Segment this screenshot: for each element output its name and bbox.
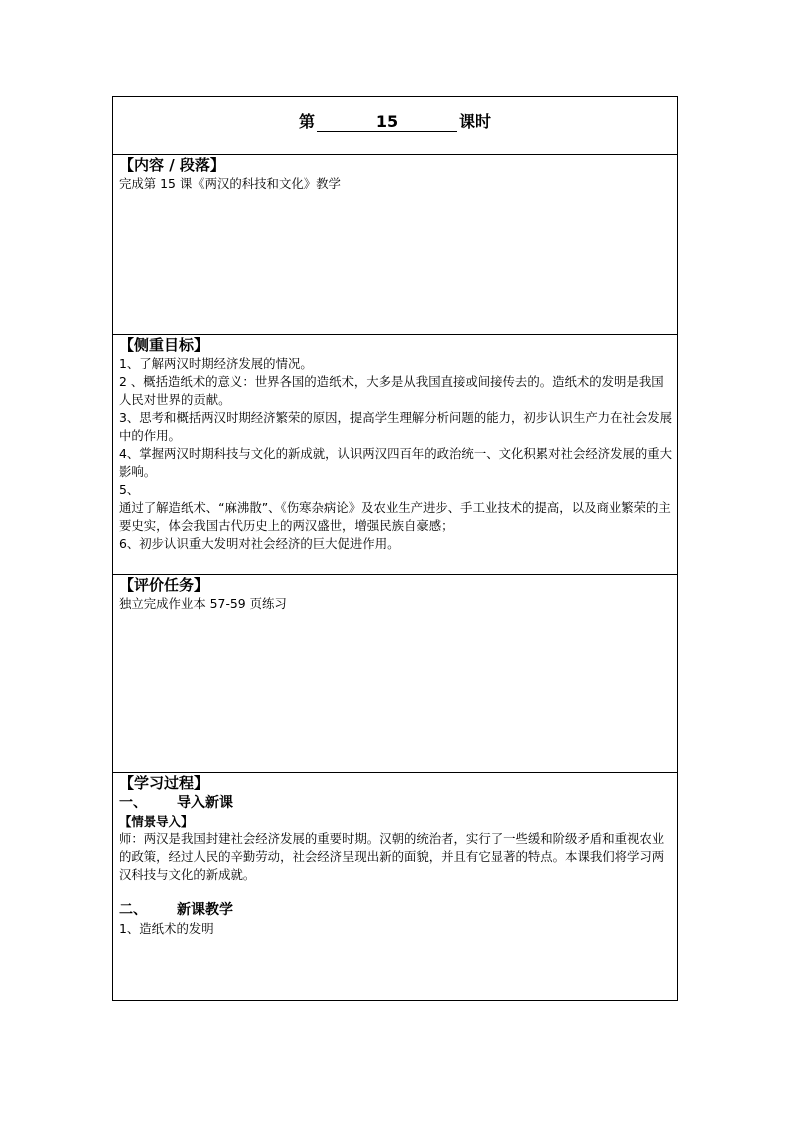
title-row (112, 96, 678, 154)
content-heading: 【内容 / 段落】 (119, 156, 225, 174)
section-1-number: 一、 (119, 795, 147, 811)
new-lesson-item: 1、造纸术的发明 (119, 921, 214, 936)
lesson-number: 15 (317, 113, 457, 132)
process-heading: 【学习过程】 (119, 774, 210, 792)
goal-item: 3、思考和概括两汉时期经济繁荣的原因，提高学生理解分析问题的能力，初步认识生产力在社会发展中的作用。 (119, 410, 673, 443)
content-text: 完成第 15 课《两汉的科技和文化》教学 (119, 176, 341, 191)
goal-item: 6、初步认识重大发明对社会经济的巨大促进作用。 (119, 536, 400, 551)
goal-item: 1、了解两汉时期经济发展的情况。 (119, 356, 313, 371)
goals-heading: 【侧重目标】 (119, 336, 210, 354)
title-suffix: 课时 (459, 112, 492, 131)
goal-item: 4、掌握两汉时期科技与文化的新成就，认识两汉四百年的政治统一、文化积累对社会经济发展的重大影响。 (119, 446, 673, 479)
task-section (112, 574, 678, 772)
lesson-plan-table (112, 96, 678, 1001)
lesson-title (113, 109, 677, 132)
goal-item: 2 、概括造纸术的意义：世界各国的造纸术，大多是从我国直接或间接传去的。造纸术的发明是我国人民对世界的贡献。 (119, 374, 664, 407)
title-prefix: 第 (298, 112, 315, 131)
goal-item: 通过了解造纸术、“麻沸散”、《伤寒杂病论》及农业生产进步、手工业技术的提高，以及商业繁荣的主要史实，体会我国古代历史上的两汉盛世，增强民族自豪感； (119, 500, 671, 533)
task-text: 独立完成作业本 57-59 页练习 (119, 596, 287, 611)
task-heading: 【评价任务】 (119, 576, 210, 594)
content-section (112, 154, 678, 334)
spacer (113, 884, 677, 900)
scenario-text: 师：两汉是我国封建社会经济发展的重要时期。汉朝的统治者，实行了一些缓和阶级矛盾和重视农业的政策，经过人民的辛勤劳动，社会经济呈现出新的面貌，并且有它显著的特点。本课我们将学习两汉科技与文化的新成就。 (119, 831, 665, 882)
section-2-heading (113, 900, 677, 920)
goals-section (112, 334, 678, 574)
goal-item: 5、 (119, 482, 140, 497)
section-1-heading (113, 793, 677, 813)
scenario-label: 【情景导入】 (119, 814, 194, 829)
process-section (112, 772, 678, 1001)
section-2-number: 二、 (119, 902, 147, 918)
section-1-title: 导入新课 (177, 795, 233, 811)
section-2-title: 新课教学 (177, 902, 233, 918)
